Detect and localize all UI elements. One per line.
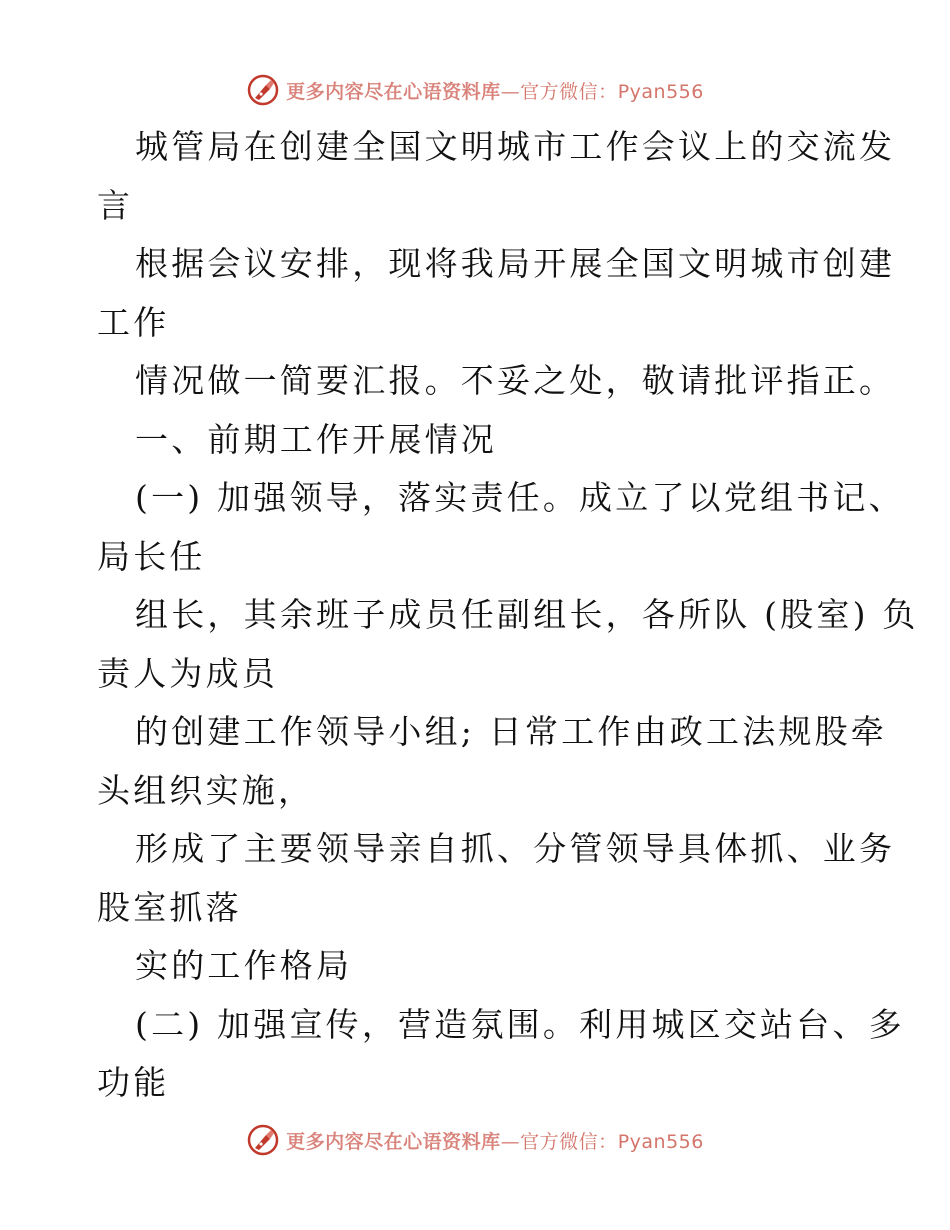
document-line: 情况做一简要汇报。不妥之处，敬请批评指正。 — [135, 361, 896, 400]
watermark-site-text: 更多内容尽在心语资料库 — [286, 80, 501, 103]
watermark-banner-bottom — [0, 1120, 950, 1160]
watermark-wechat-id: Pyan556 — [617, 80, 704, 103]
document-line: 局长任 — [97, 536, 206, 576]
document-line: 头组织实施， — [97, 770, 315, 810]
watermark-site-text: 更多内容尽在心语资料库 — [286, 1130, 501, 1153]
document-line: 责人为成员 — [97, 653, 278, 693]
watermark-wechat-label: 官方微信： — [520, 1130, 618, 1153]
document-line: 根据会议安排，现将我局开展全国文明城市创建 — [135, 244, 896, 283]
document-line: 功能 — [97, 1063, 170, 1102]
document-line: (一) 加强领导，落实责任。成立了以党组书记、 — [135, 478, 905, 517]
watermark-text — [286, 77, 704, 104]
watermark-dash: — — [500, 80, 521, 103]
document-line: 城管局在创建全国文明城市工作会议上的交流发 — [135, 127, 896, 166]
document-line: 一、前期工作开展情况 — [135, 419, 497, 459]
document-line: 形成了主要领导亲自抓、分管领导具体抓、业务 — [135, 829, 896, 868]
document-line: 的创建工作领导小组; 日常工作由政工法规股牵 — [135, 712, 888, 751]
document-line: 工作 — [97, 302, 170, 342]
watermark-banner-top — [0, 70, 950, 110]
document-line: (二) 加强宣传，营造氛围。利用城区交站台、多 — [135, 1004, 905, 1044]
document-line: 实的工作格局 — [135, 946, 353, 985]
document-line: 组长，其余班子成员任副组长，各所队 (股室) 负 — [135, 595, 919, 634]
pen-nib-logo-icon — [246, 73, 280, 107]
pen-nib-logo-icon — [246, 1123, 280, 1157]
document-line: 股室抓落 — [97, 887, 242, 927]
watermark-wechat-id: Pyan556 — [617, 1130, 704, 1153]
watermark-text — [286, 1127, 704, 1154]
document-body — [97, 118, 919, 1113]
document-line: 言 — [97, 185, 134, 225]
watermark-wechat-label: 官方微信： — [520, 80, 618, 103]
watermark-dash: — — [500, 1130, 521, 1153]
